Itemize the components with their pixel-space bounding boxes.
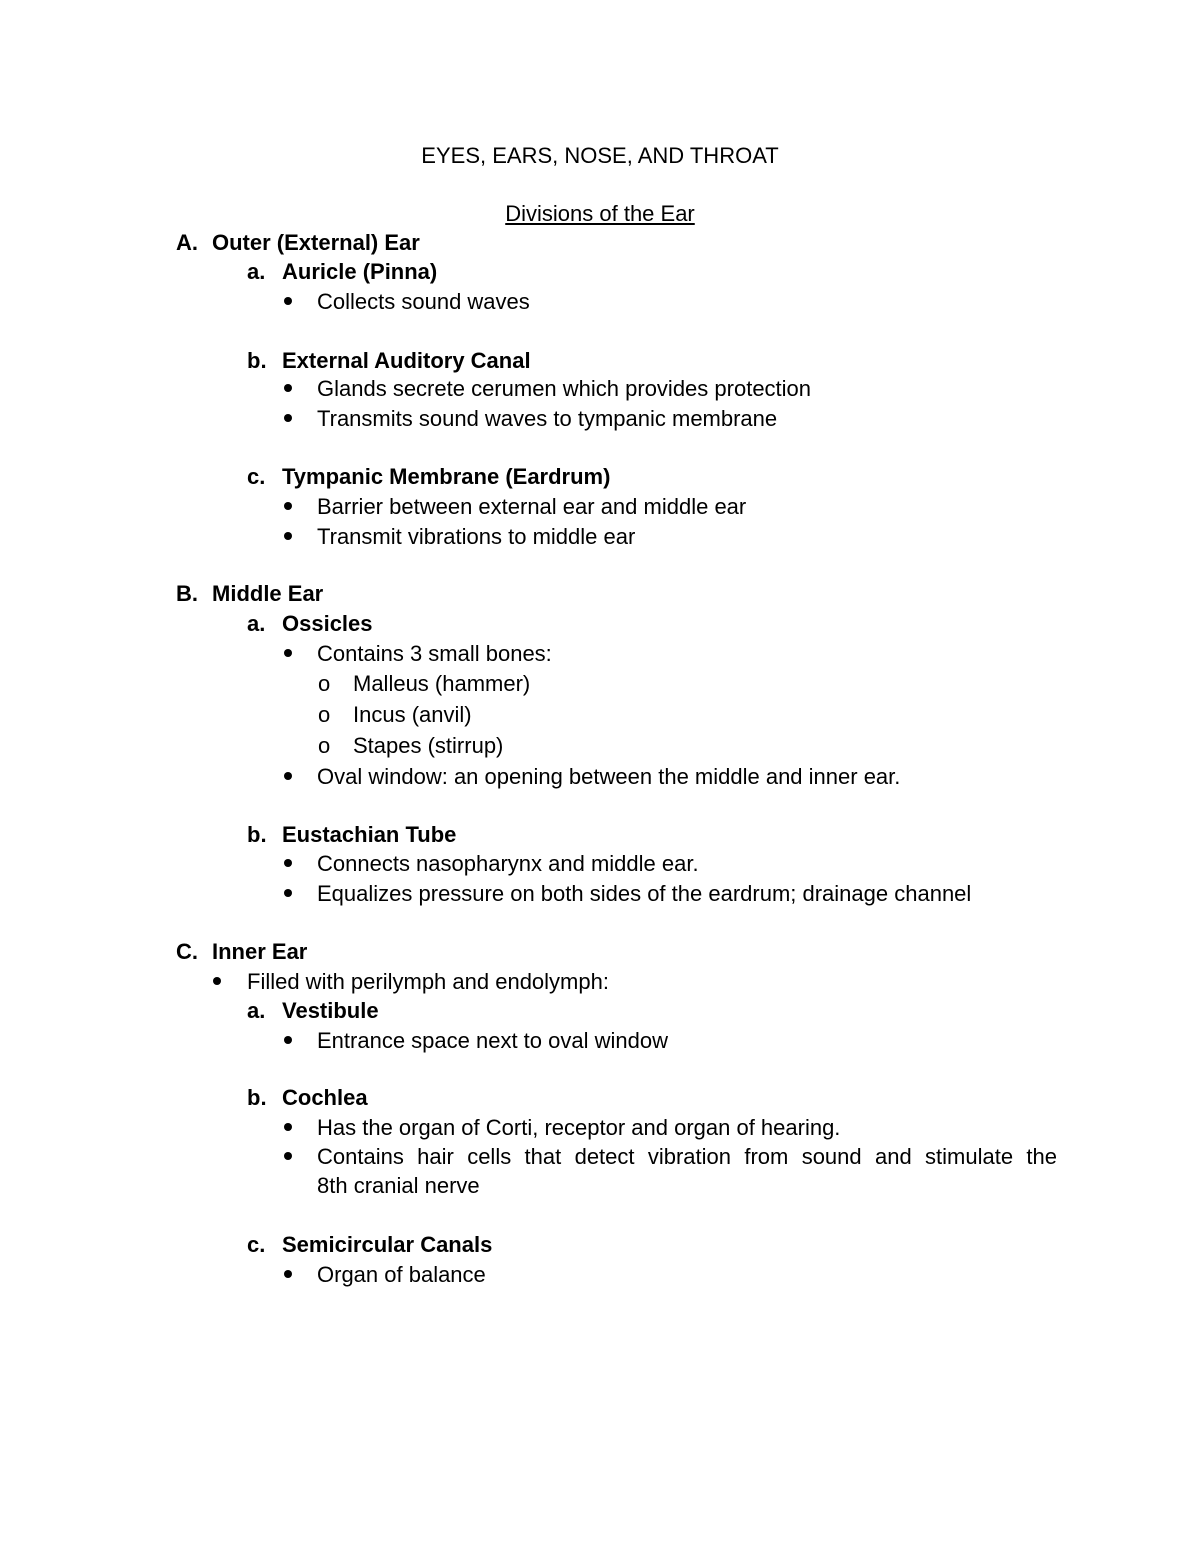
- list-item: Contains 3 small bones:: [317, 641, 552, 666]
- subheading-auricle: Auricle (Pinna): [282, 259, 438, 284]
- bullet-icon: [284, 859, 292, 867]
- heading-middle-ear: Middle Ear: [212, 581, 324, 606]
- subheading-ossicles: Ossicles: [282, 611, 373, 636]
- list-marker-b: b.: [247, 822, 267, 847]
- list-marker-a: a.: [247, 611, 266, 636]
- sub-bullet-icon: o: [318, 702, 331, 727]
- section-subtitle: Divisions of the Ear: [505, 201, 695, 226]
- list-item: Entrance space next to oval window: [317, 1028, 668, 1053]
- bullet-icon: [284, 1270, 292, 1278]
- list-item: Organ of balance: [317, 1262, 486, 1287]
- list-item-continuation: 8th cranial nerve: [317, 1173, 480, 1198]
- sub-bullet-icon: o: [318, 671, 331, 696]
- document-title: EYES, EARS, NOSE, AND THROAT: [421, 143, 779, 168]
- list-marker-B: B.: [176, 581, 198, 606]
- bullet-icon: [284, 414, 292, 422]
- list-item: Barrier between external ear and middle ear: [317, 494, 747, 519]
- list-item: Has the organ of Corti, receptor and organ of hearing.: [317, 1115, 841, 1140]
- list-marker-c: c.: [247, 464, 266, 489]
- list-marker-C: C.: [176, 939, 198, 964]
- subheading-vestibule: Vestibule: [282, 998, 379, 1023]
- bullet-icon: [284, 532, 292, 540]
- bullet-icon: [284, 1152, 292, 1160]
- bullet-icon: [284, 1123, 292, 1131]
- list-marker-A: A.: [176, 230, 198, 255]
- list-item: Glands secrete cerumen which provides protection: [317, 376, 812, 401]
- list-item: Transmit vibrations to middle ear: [317, 524, 636, 549]
- subheading-tympanic-membrane: Tympanic Membrane (Eardrum): [282, 464, 611, 489]
- bullet-icon: [284, 384, 292, 392]
- list-item: Contains hair cells that detect vibration from sound and stimulate the: [317, 1144, 1057, 1169]
- list-item: Incus (anvil): [353, 702, 472, 727]
- list-item: Connects nasopharynx and middle ear.: [317, 851, 699, 876]
- bullet-icon: [284, 772, 292, 780]
- list-item: Equalizes pressure on both sides of the eardrum; drainage channel: [317, 881, 972, 906]
- bullet-icon: [213, 977, 221, 985]
- list-marker-a: a.: [247, 259, 266, 284]
- heading-outer-ear: Outer (External) Ear: [212, 230, 420, 255]
- subheading-external-auditory-canal: External Auditory Canal: [282, 348, 531, 373]
- heading-inner-ear: Inner Ear: [212, 939, 308, 964]
- sub-bullet-icon: o: [318, 733, 331, 758]
- bullet-icon: [284, 889, 292, 897]
- list-marker-a: a.: [247, 998, 266, 1023]
- subheading-semicircular-canals: Semicircular Canals: [282, 1232, 493, 1257]
- list-item: Transmits sound waves to tympanic membrane: [317, 406, 778, 431]
- subheading-eustachian-tube: Eustachian Tube: [282, 822, 457, 847]
- bullet-icon: [284, 297, 292, 305]
- list-marker-c: c.: [247, 1232, 266, 1257]
- bullet-icon: [284, 502, 292, 510]
- subheading-cochlea: Cochlea: [282, 1085, 368, 1110]
- list-marker-b: b.: [247, 348, 267, 373]
- bullet-icon: [284, 649, 292, 657]
- bullet-icon: [284, 1036, 292, 1044]
- list-item: Malleus (hammer): [353, 671, 531, 696]
- list-item: Filled with perilymph and endolymph:: [247, 969, 609, 994]
- list-item: Oval window: an opening between the middle and inner ear.: [317, 764, 901, 789]
- list-item: Collects sound waves: [317, 289, 530, 314]
- list-item: Stapes (stirrup): [353, 733, 504, 758]
- list-marker-b: b.: [247, 1085, 267, 1110]
